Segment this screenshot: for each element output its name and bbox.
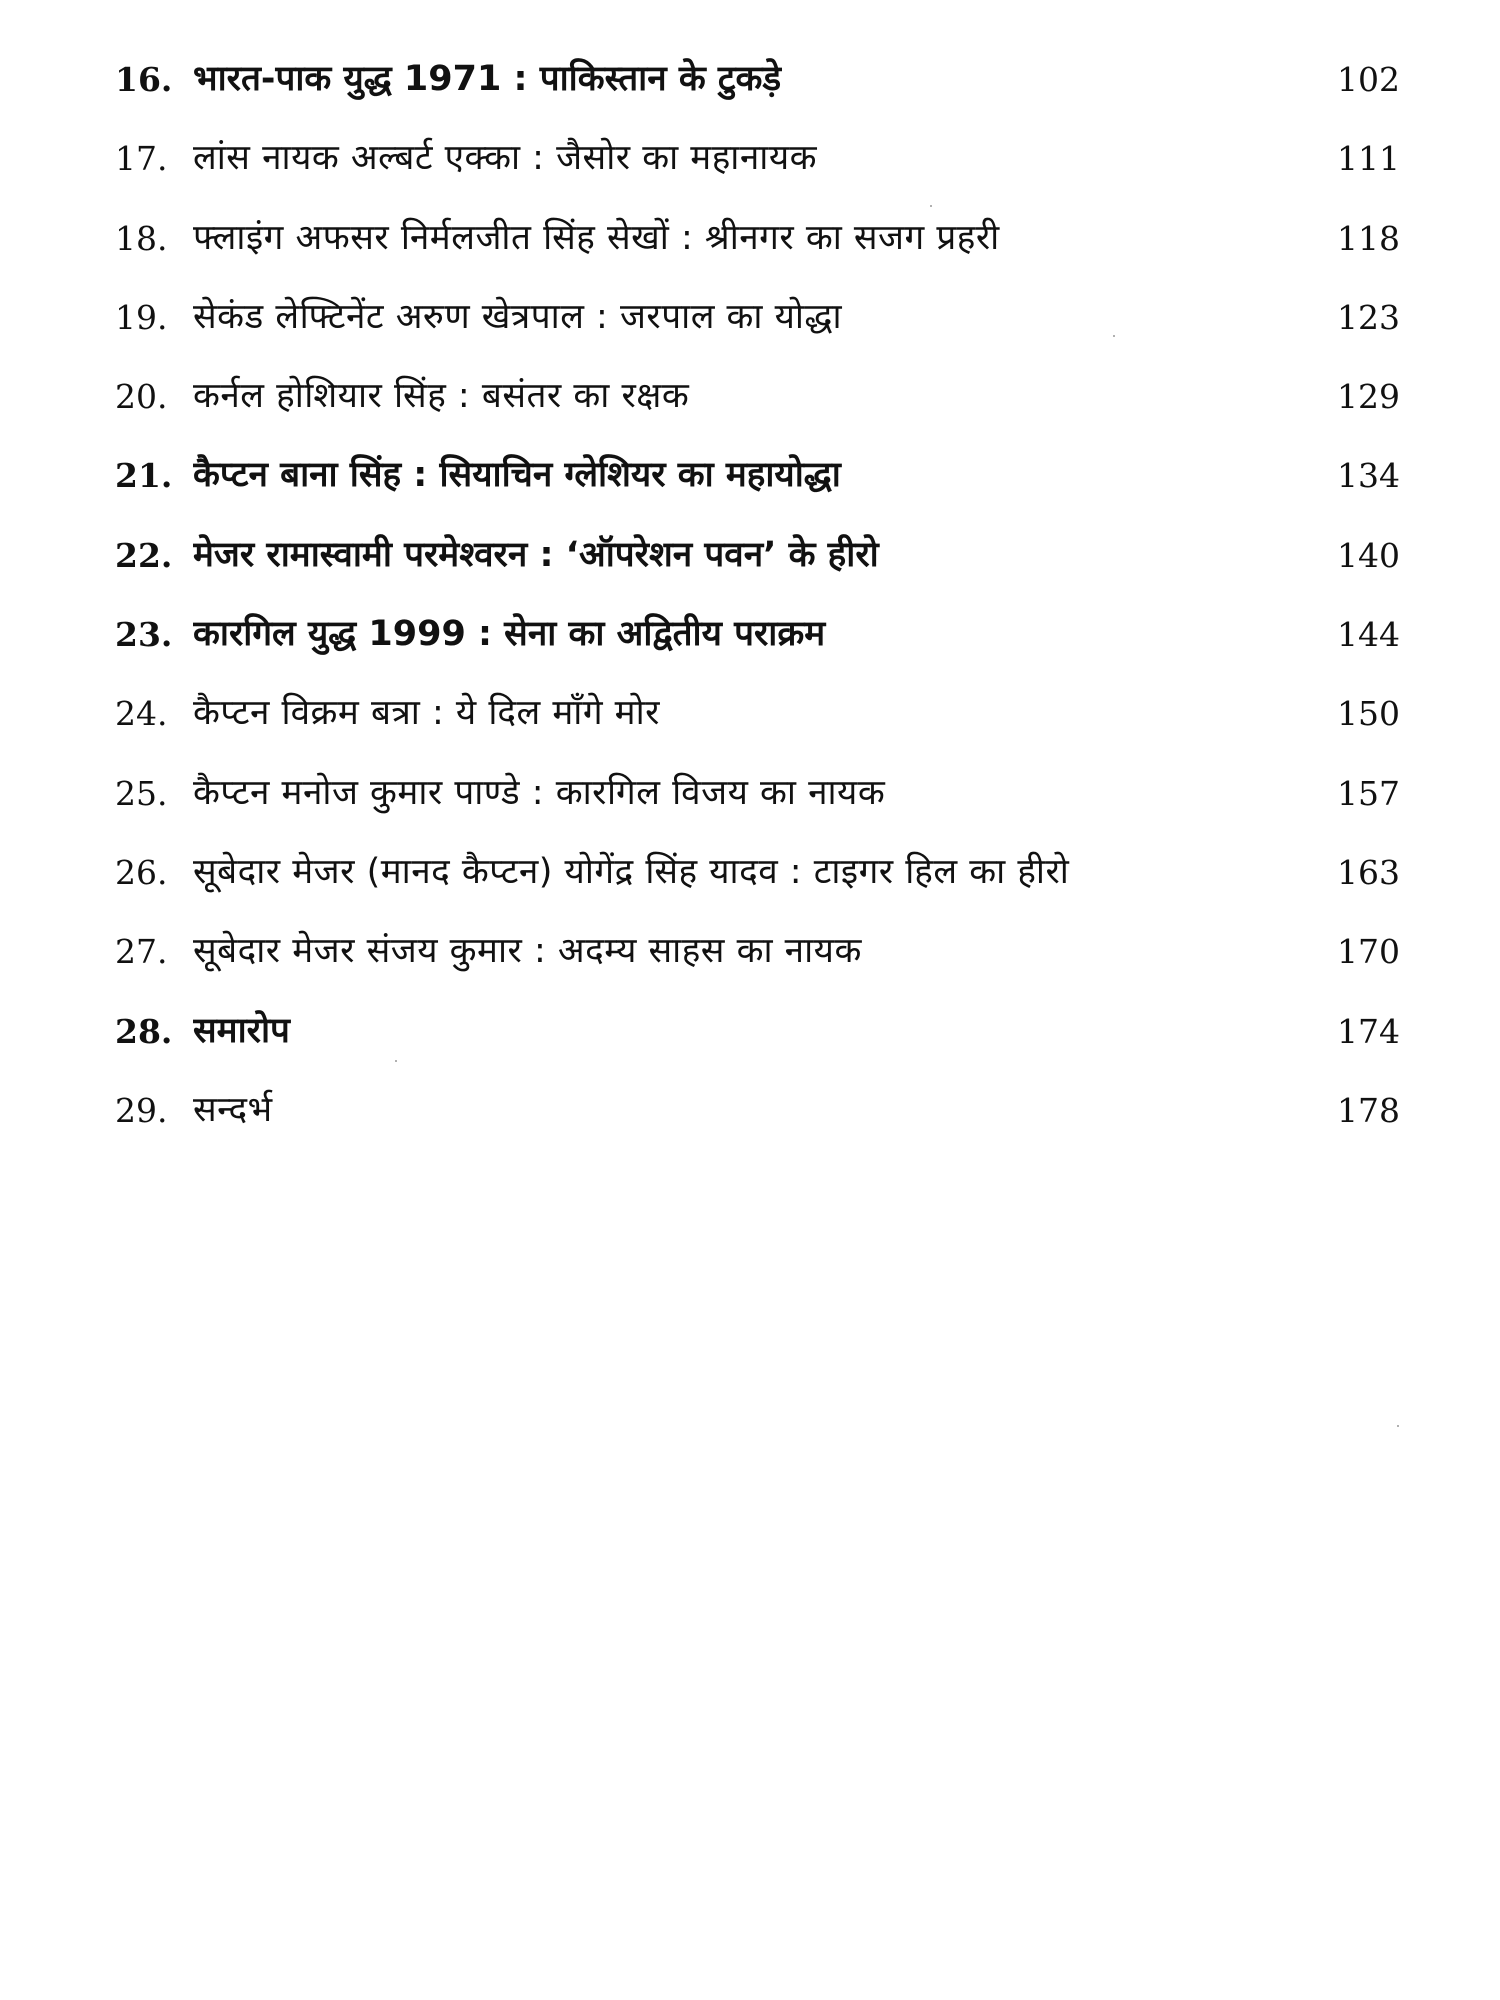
scan-speck [1113, 335, 1115, 337]
scan-speck [930, 205, 932, 207]
toc-entry [115, 674, 1400, 753]
toc-entry [115, 199, 1400, 278]
toc-entry-number: 21. [115, 456, 173, 496]
toc-entry-number: 29. [115, 1090, 168, 1130]
toc-entry-number: 19. [115, 297, 168, 337]
toc-entry-number: 23. [115, 615, 173, 655]
toc-entry-title: मेजर रामास्वामी परमेश्वरन : ‘ऑपरेशन पवन’ के हीरो [193, 534, 879, 575]
toc-entry-number: 26. [115, 852, 168, 892]
toc-entry-title: सेकंड लेफ्टिनेंट अरुण खेत्रपाल : जरपाल का योद्धा [193, 296, 843, 337]
toc-entry [115, 516, 1400, 595]
toc-entry-title: फ्लाइंग अफसर निर्मलजीत सिंह सेखों : श्रीनगर का सजग प्रहरी [193, 217, 1000, 258]
scan-speck [1397, 1425, 1399, 1427]
toc-entry-title: सन्दर्भ [193, 1089, 273, 1130]
toc-entry-page: 102 [1337, 60, 1400, 99]
toc-entry-page: 134 [1337, 456, 1400, 496]
toc-entry-page: 118 [1337, 218, 1400, 258]
toc-entry-number: 20. [115, 377, 168, 417]
toc-entry [115, 595, 1400, 674]
toc-entry [115, 119, 1400, 198]
toc-entry-number: 16. [115, 60, 173, 99]
toc-entry-page: 170 [1337, 932, 1400, 972]
toc-entry-number: 24. [115, 694, 168, 734]
toc-entry-title: भारत-पाक युद्ध 1971 : पाकिस्तान के टुकड़े [193, 59, 782, 99]
toc-entry-title: कर्नल होशियार सिंह : बसंतर का रक्षक [193, 376, 690, 417]
toc-entry-page: 150 [1337, 694, 1400, 734]
toc-entry [115, 278, 1400, 357]
toc-entry-number: 17. [115, 139, 168, 179]
toc-entry [115, 357, 1400, 436]
toc-entry-title: समारोप [193, 1010, 290, 1051]
toc-entry-page: 129 [1337, 377, 1400, 417]
toc-entry-page: 144 [1337, 615, 1400, 655]
toc-entry-number: 18. [115, 218, 168, 258]
toc-entry [115, 436, 1400, 515]
toc-entry [115, 1071, 1400, 1150]
toc-entry-page: 111 [1337, 139, 1400, 179]
table-of-contents [115, 40, 1400, 1150]
toc-entry-page: 174 [1337, 1011, 1400, 1051]
toc-entry-number: 27. [115, 932, 168, 972]
toc-entry-page: 178 [1337, 1090, 1400, 1130]
toc-entry-page: 163 [1337, 852, 1400, 892]
scan-speck [395, 1060, 397, 1062]
toc-entry-number: 22. [115, 535, 173, 575]
toc-entry-title: सूबेदार मेजर संजय कुमार : अदम्य साहस का नायक [193, 931, 862, 972]
toc-entry [115, 992, 1400, 1071]
toc-entry-title: कारगिल युद्ध 1999 : सेना का अद्वितीय पराक्रम [193, 614, 826, 655]
toc-entry [115, 40, 1400, 119]
toc-entry-page: 123 [1337, 297, 1400, 337]
toc-entry [115, 833, 1400, 912]
toc-entry [115, 754, 1400, 833]
toc-entry-title: कैप्टन बाना सिंह : सियाचिन ग्लेशियर का महायोद्धा [193, 455, 841, 496]
toc-entry-title: सूबेदार मेजर (मानद कैप्टन) योगेंद्र सिंह यादव : टाइगर हिल का हीरो [193, 851, 1070, 892]
toc-entry-number: 28. [115, 1011, 173, 1051]
toc-entry-number: 25. [115, 773, 168, 813]
toc-entry-page: 157 [1337, 773, 1400, 813]
toc-entry-title: लांस नायक अल्बर्ट एक्का : जैसोर का महानायक [193, 138, 818, 179]
toc-entry [115, 912, 1400, 991]
toc-entry-page: 140 [1337, 535, 1400, 575]
toc-entry-title: कैप्टन विक्रम बत्रा : ये दिल माँगे मोर [193, 693, 660, 734]
toc-entry-title: कैप्टन मनोज कुमार पाण्डे : कारगिल विजय का नायक [193, 772, 886, 813]
